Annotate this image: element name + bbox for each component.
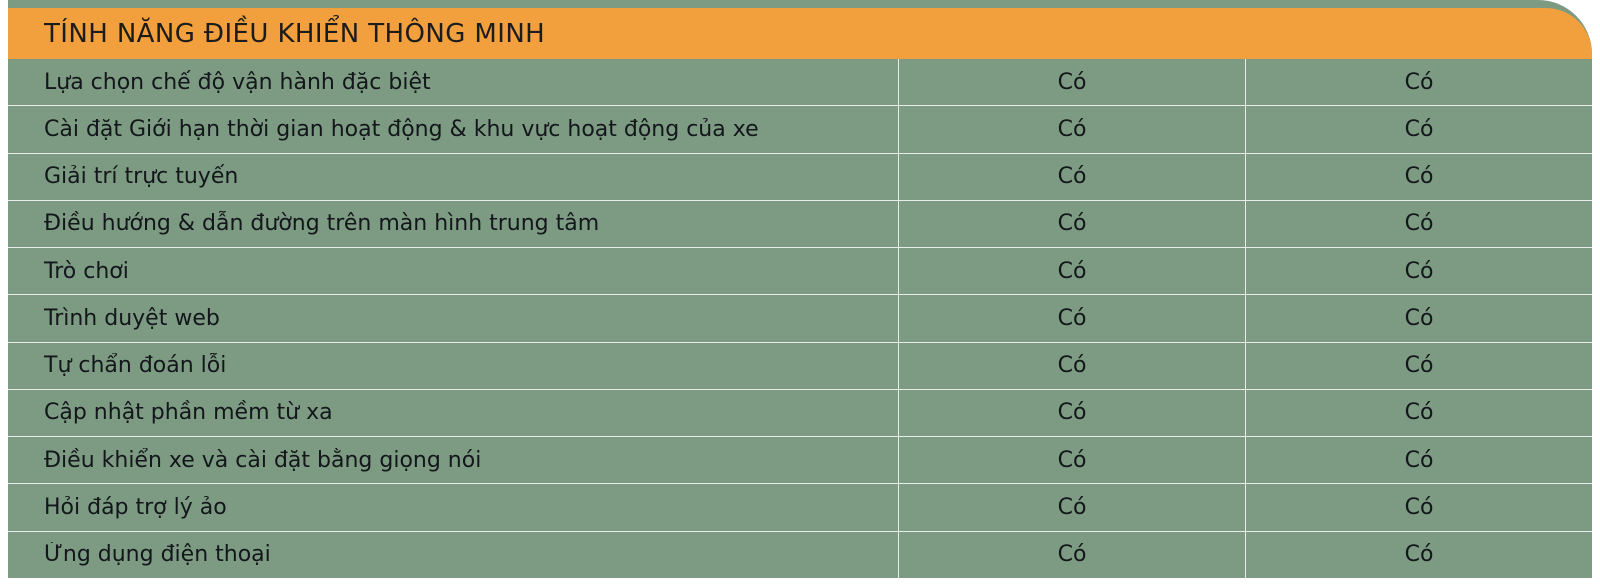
feature-value-column-2: Có xyxy=(1245,390,1592,436)
table-row xyxy=(8,295,1592,342)
feature-value-column-2: Có xyxy=(1245,154,1592,200)
feature-value-column-1: Có xyxy=(898,484,1245,530)
feature-value-column-2: Có xyxy=(1245,437,1592,483)
feature-value-column-2: Có xyxy=(1245,484,1592,530)
feature-value-column-1: Có xyxy=(898,532,1245,578)
feature-value-column-2: Có xyxy=(1245,343,1592,389)
feature-label: Điều hướng & dẫn đường trên màn hình trung tâm xyxy=(44,211,600,237)
feature-value-column-2: Có xyxy=(1245,106,1592,152)
feature-value-column-2: Có xyxy=(1245,59,1592,105)
feature-value-column-2: Có xyxy=(1245,248,1592,294)
feature-label: Điều khiển xe và cài đặt bằng giọng nói xyxy=(44,447,482,473)
table-row xyxy=(8,343,1592,390)
feature-value-column-1: Có xyxy=(898,295,1245,341)
feature-value-column-1: Có xyxy=(898,248,1245,294)
table-row xyxy=(8,532,1592,578)
feature-label: Giải trí trực tuyến xyxy=(44,164,239,190)
feature-label: Hỏi đáp trợ lý ảo xyxy=(44,495,227,521)
table-row xyxy=(8,154,1592,201)
feature-label: Cập nhật phần mềm từ xa xyxy=(44,400,333,426)
feature-value-column-1: Có xyxy=(898,201,1245,247)
table-row xyxy=(8,484,1592,531)
feature-label: Trình duyệt web xyxy=(44,305,220,331)
feature-value-column-2: Có xyxy=(1245,295,1592,341)
table-rows-container xyxy=(8,59,1592,578)
feature-label: Tự chẩn đoán lỗi xyxy=(44,353,227,379)
table-row xyxy=(8,59,1592,106)
table-row xyxy=(8,390,1592,437)
feature-value-column-1: Có xyxy=(898,154,1245,200)
table-header-title: TÍNH NĂNG ĐIỀU KHIỂN THÔNG MINH xyxy=(44,18,546,49)
feature-label: Lựa chọn chế độ vận hành đặc biệt xyxy=(44,69,431,95)
feature-value-column-1: Có xyxy=(898,437,1245,483)
feature-value-column-1: Có xyxy=(898,390,1245,436)
feature-value-column-2: Có xyxy=(1245,201,1592,247)
feature-value-column-2: Có xyxy=(1245,532,1592,578)
table-row xyxy=(8,201,1592,248)
table-row xyxy=(8,248,1592,295)
table-row xyxy=(8,437,1592,484)
feature-label: Ứng dụng điện thoại xyxy=(44,542,271,568)
table-row xyxy=(8,106,1592,153)
feature-value-column-1: Có xyxy=(898,106,1245,152)
feature-label: Cài đặt Giới hạn thời gian hoạt động & khu vực hoạt động của xe xyxy=(44,116,759,142)
feature-label: Trò chơi xyxy=(44,258,129,284)
feature-value-column-1: Có xyxy=(898,343,1245,389)
feature-value-column-1: Có xyxy=(898,59,1245,105)
table-header-band xyxy=(8,8,1592,59)
